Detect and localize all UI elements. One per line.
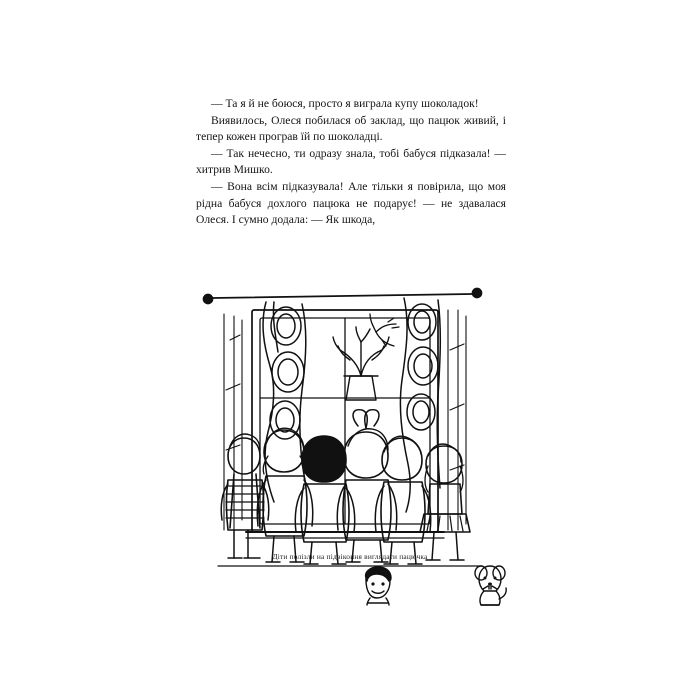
mouse-vignette	[470, 563, 510, 607]
paragraph-4: — Вона всім підказувала! Але тільки я повірила, що моя рідна бабуся дохлого пацюка не подарує! — не здавалася Олеся. І сумно додала: — Як шкода,	[196, 179, 506, 227]
paragraph-3: — Так нечесно, ти одразу знала, тобі бабуся підказала! — хитрив Мишко.	[196, 146, 506, 177]
children-at-window-illustration	[190, 280, 510, 570]
illustration-caption: Діти полізли на підвіконня виглядати пацючка	[272, 552, 428, 561]
paragraph-2: Виявилось, Олеся побилася об заклад, що пацюк живий, і тепер кожен програв їй по шоколадці.	[196, 113, 506, 144]
paragraph-1: — Та я й не боюся, просто я виграла купу шоколадок!	[211, 97, 479, 110]
boy-face-vignette	[358, 566, 394, 606]
page-text	[196, 96, 506, 229]
